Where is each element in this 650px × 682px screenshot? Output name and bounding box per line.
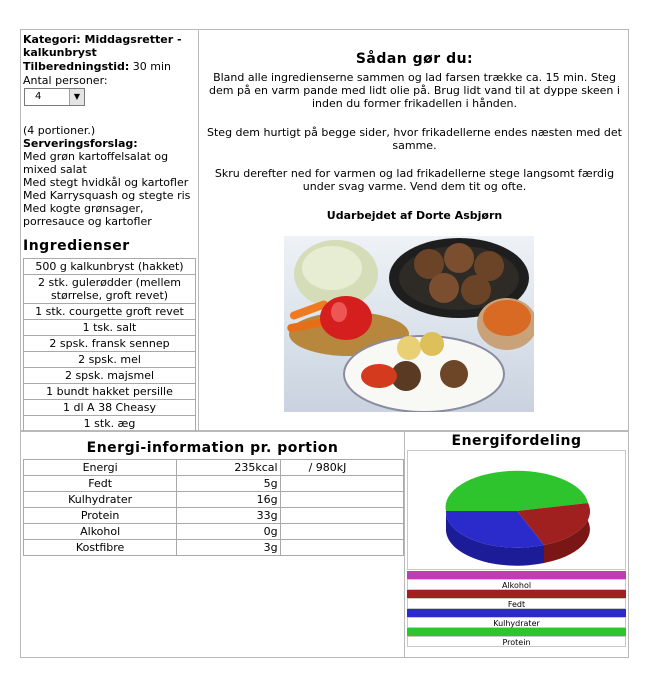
ingredient-row [24,368,196,384]
nutrient-name: Energi [24,460,177,476]
ingredient-row [24,384,196,400]
serving-item: Med grøn kartoffelsalat og mixed salat [23,150,169,176]
nutrient-extra [280,524,403,540]
method-paragraph: Bland alle ingredienserne sammen og lad farsen trække ca. 15 min. Steg dem på en varm pande med lidt olie på. Brug lidt vand til at dyppe skeen i inden du former frikadellen i hånden. [209,71,620,110]
ingredient-cell: 1 stk. æg [24,416,196,432]
energy-table [23,459,404,556]
nutrient-value: 5g [177,476,280,492]
nutrient-name: Alkohol [24,524,177,540]
method-panel [198,29,629,431]
category-label: Kategori: Middagsretter - kalkunbryst [23,33,182,59]
method-title: Sådan gør du: [355,51,474,67]
legend [407,571,626,647]
ingredient-row [24,304,196,320]
nutrient-name: Fedt [24,476,177,492]
legend-item [407,590,626,609]
table-row [24,524,404,540]
energy-distribution-panel [404,431,629,658]
ingredient-row [24,400,196,416]
serving-item: Med stegt hvidkål og kartofler [23,176,189,189]
legend-item [407,609,626,628]
ingredient-cell: 2 spsk. majsmel [24,368,196,384]
ingredient-cell: 1 tsk. salt [24,320,196,336]
ingredients-heading: Ingredienser [23,238,130,254]
table-row [24,460,404,476]
serving-list [23,150,199,228]
prep-time [23,60,199,73]
prep-time-value: 30 min [132,60,172,73]
ingredient-row [24,352,196,368]
distribution-title: Energifordeling [451,433,582,449]
nutrient-value: 0g [177,524,280,540]
table-row [24,492,404,508]
table-row [24,508,404,524]
ingredient-cell: 2 spsk. mel [24,352,196,368]
ingredient-cell: 1 dl A 38 Cheasy [24,400,196,416]
legend-item [407,628,626,647]
ingredient-row [24,416,196,432]
ingredient-row [24,259,196,275]
nutrient-extra [280,476,403,492]
nutrient-value: 33g [177,508,280,524]
ingredients-table [23,258,196,432]
serving-item: Med Karrysquash og stegte ris [23,189,191,202]
ingredient-cell: 2 stk. gulerødder (mellem størrelse, groft revet) [24,275,196,304]
table-row [24,540,404,556]
serving-heading: Serveringsforslag: [23,137,138,150]
persons-label: Antal personer: [23,74,108,87]
nutrient-extra [280,492,403,508]
serving-item: Med kogte grønsager, porresauce og kartofler [23,202,152,228]
legend-label: Kulhydrater [407,617,626,628]
ingredient-row [24,275,196,304]
recipe-info-panel [20,29,199,431]
chevron-down-icon[interactable]: ▼ [69,89,84,105]
nutrient-extra [280,540,403,556]
legend-item [407,571,626,590]
nutrient-name: Kulhydrater [24,492,177,508]
method-paragraph: Skru derefter ned for varmen og lad frikadellerne stege langsomt færdig under svag varme. Vend dem tit og ofte. [214,167,615,193]
pie-slice-protein [446,471,588,511]
ingredient-cell: 1 bundt hakket persille [24,384,196,400]
method-paragraph: Steg dem hurtigt på begge sider, hvor frikadellerne endes næsten med det samme. [207,126,622,152]
legend-label: Fedt [407,598,626,609]
legend-swatch [407,628,626,636]
nutrient-value: 3g [177,540,280,556]
portions-text: (4 portioner.) [23,124,96,137]
legend-swatch [407,590,626,598]
dish-photo-art [284,236,534,412]
ingredient-cell: 1 stk. courgette groft revet [24,304,196,320]
legend-swatch [407,609,626,617]
energy-info-panel [20,431,405,658]
legend-label: Alkohol [407,579,626,590]
ingredient-row [24,320,196,336]
persons-select[interactable] [24,88,85,106]
ingredient-cell: 2 spsk. fransk sennep [24,336,196,352]
pie-chart-svg [408,451,625,569]
energy-title: Energi-information pr. portion [86,440,339,456]
prep-time-label: Tilberedningstid: [23,60,130,73]
persons-select-value: 4 [35,91,42,102]
nutrient-value: 16g [177,492,280,508]
nutrient-extra [280,508,403,524]
table-row [24,476,404,492]
nutrient-extra: / 980kJ [280,460,403,476]
legend-label: Protein [407,636,626,647]
nutrient-value: 235kcal [177,460,280,476]
pie-chart [407,450,626,570]
nutrient-name: Kostfibre [24,540,177,556]
ingredient-row [24,336,196,352]
dish-photo [284,236,534,412]
ingredient-cell: 500 g kalkunbryst (hakket) [24,259,196,275]
nutrient-name: Protein [24,508,177,524]
author-credit: Udarbejdet af Dorte Asbjørn [326,209,503,222]
legend-swatch [407,571,626,579]
